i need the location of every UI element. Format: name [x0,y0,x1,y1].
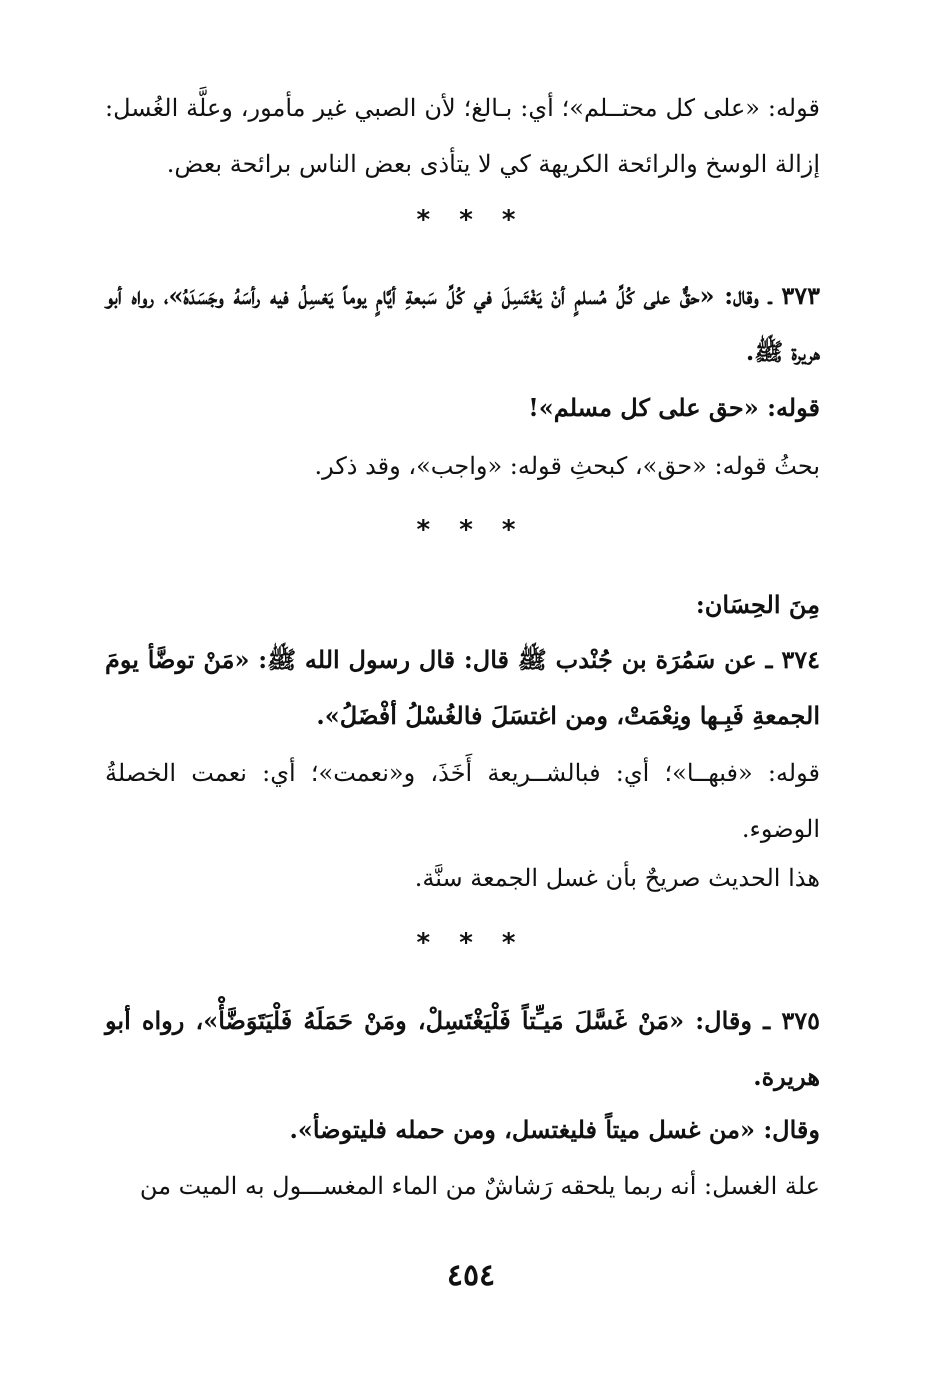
section-separator-stars: * * * [416,928,526,958]
page-number: ٤٥٤ [446,1258,496,1293]
paragraph-illat-al-ghusl: علة الغسل: أنه ربما يلحقه رَشاشٌ من الماء المغســـول به الميت من [139,1172,820,1200]
hadith-375: ٣٧٥ ـ وقال: «مَنْ غَسَّلَ مَيـِّتاً فَلْيَغْتَسِلْ، ومَنْ حَمَلَهُ فَلْيَتَوَضَّأْ»، رواه أبو هريرة. [105,1006,821,1091]
paragraph-sunnah-statement: هذا الحديث صريحٌ بأن غسل الجمعة سنَّة. [414,864,820,892]
paragraph-fabiha-explanation: قوله: «فبهــا»؛ أي: فبالشــريعة أَخَذَ، و«نعمت»؛ أي: نعمت الخصلةُ الوضوء. [105,759,820,843]
hadith-373: ٣٧٣ ـ وقال: «حقٌّ على كُلِّ مُسلمٍ أنْ يَغْتَسِلَ في كُلِّ سَبعةِ أيَّامٍ يوماً يَغسِلُ فيه رأسَهُ وجَسَدَهُ»، رواه أبو هريرة ﷺ. [105,281,820,366]
hadith-374: ٣٧٤ ـ عن سَمُرَة بن جُنْدب ﷺ قال: قال رسول الله ﷺ: «مَنْ توضَّأ يومَ الجمعةِ فَبِـها ونِعْمَتْ، ومن اغتسَلَ فالغُسْلُ أفْضَلُ». [105,645,820,730]
paragraph-bahth-haqq: بحثُ قوله: «حق»، كبحثِ قوله: «واجب»، وقد ذكر. [314,452,820,480]
paragraph-explanation-muhtalim: قوله: «على كل محتــلم»؛ أي: بـالغ؛ لأن الصبي غير مأمور، وعلَّة الغُسل: إزالة الوسخ والرائحة الكريهة كي لا يتأذى بعض الناس برائحة بعض. [105,94,820,178]
section-separator-stars: * * * [416,205,526,235]
paragraph-wa-qal: وقال: «من غسل ميتاً فليغتسل، ومن حمله فليتوضأ». [289,1115,820,1144]
section-heading-hisan: مِنَ الحِسَان: [695,590,820,619]
section-separator-stars: * * * [416,515,526,545]
paragraph-qawluhu-haqq: قوله: «حق على كل مسلم»! [528,393,820,422]
